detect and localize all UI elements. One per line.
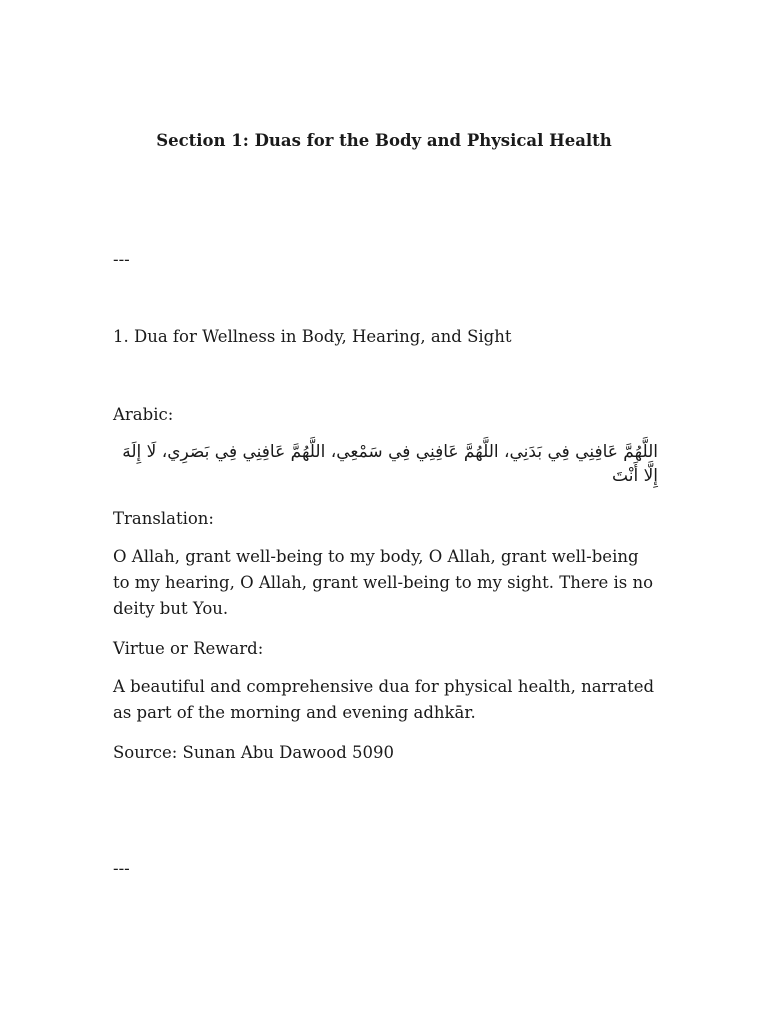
separator-bottom: --- [113, 859, 130, 878]
translation-label: Translation: [113, 509, 214, 528]
virtue-text: A beautiful and comprehensive dua for physical health, narrated as part of the morning and evening adhkār. [113, 677, 655, 722]
separator-top: --- [113, 250, 130, 269]
virtue-label: Virtue or Reward: [113, 639, 264, 658]
section-title: Section 1: Duas for the Body and Physical Health [156, 131, 612, 150]
dua-heading: 1. Dua for Wellness in Body, Hearing, and Sight [113, 327, 512, 346]
source-citation: Source: Sunan Abu Dawood 5090 [113, 743, 395, 762]
translation-text: O Allah, grant well-being to my body, O Allah, grant well-being to my hearing, O Allah, grant well-being to my sight. There is no deity but You. [113, 547, 654, 618]
arabic-label: Arabic: [113, 405, 174, 424]
arabic-text: اللَّهُمَّ عَافِنِي فِي بَدَنِي، اللَّهُمَّ عَافِنِي فِي سَمْعِي، اللَّهُمَّ عَافِنِي فِي بَصَرِي، لَا إِلَهَ إِلَّا أَنْتَ [122, 442, 658, 486]
